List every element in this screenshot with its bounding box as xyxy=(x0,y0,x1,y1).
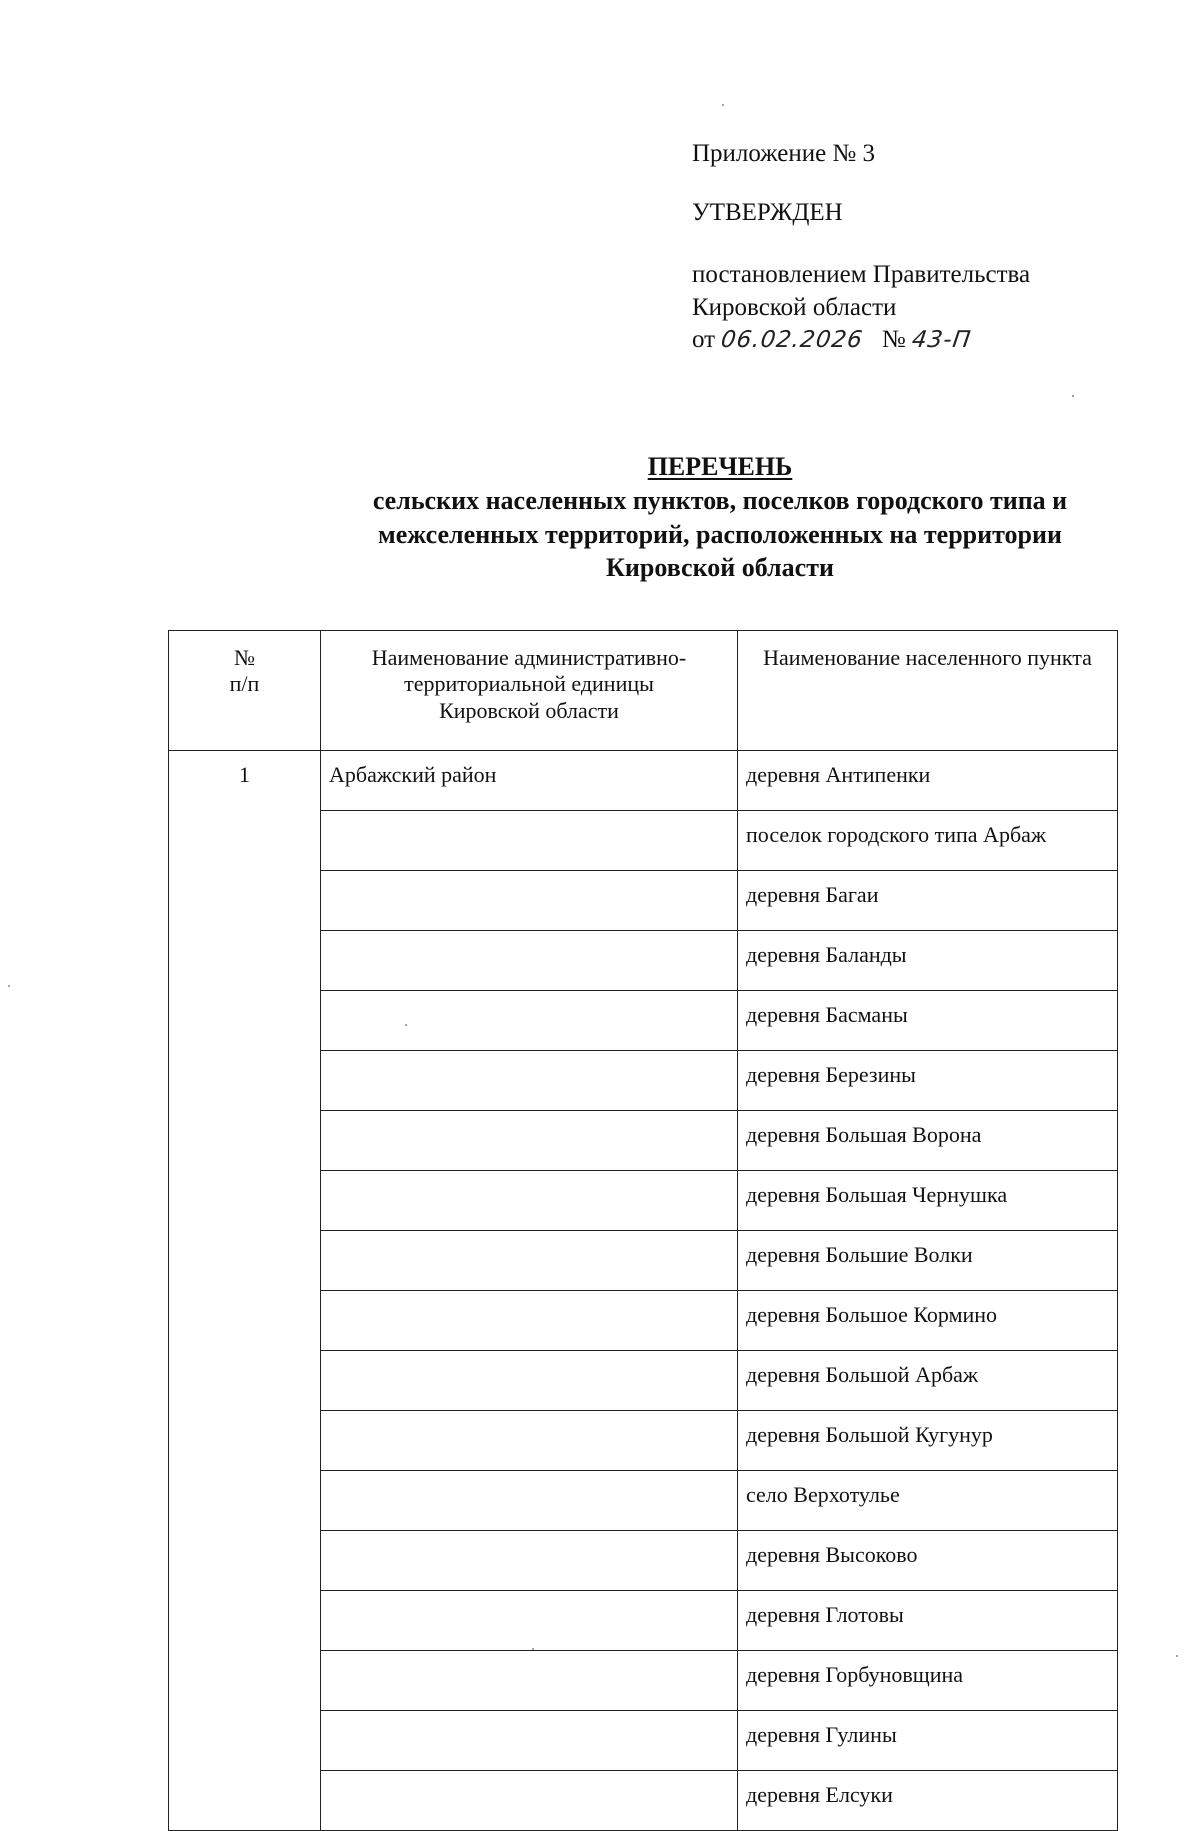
scan-speck xyxy=(405,1024,407,1026)
admin-unit-cell xyxy=(321,1771,738,1831)
header-number-line-1: № xyxy=(234,645,255,670)
scan-speck xyxy=(1072,395,1074,397)
date-prefix: от xyxy=(692,326,716,353)
admin-unit-cell xyxy=(321,1591,738,1651)
admin-unit-cell xyxy=(321,1711,738,1771)
admin-unit-cell xyxy=(321,1471,738,1531)
admin-unit-cell xyxy=(321,811,738,871)
settlement-cell: деревня Горбуновщина xyxy=(738,1651,1118,1711)
handwritten-number: 43-П xyxy=(910,327,973,353)
title-line-2: межселенных территорий, расположенных на территории xyxy=(378,519,1062,549)
admin-unit-cell xyxy=(321,1651,738,1711)
table-header-row xyxy=(169,631,1118,751)
scan-speck xyxy=(722,104,724,106)
table-body xyxy=(169,751,1118,1831)
scan-speck xyxy=(8,985,10,987)
title-main: ПЕРЕЧЕНЬ xyxy=(647,452,793,481)
table-row xyxy=(169,751,1118,811)
header-unit-line-1: Наименование административно- xyxy=(371,645,687,670)
admin-unit-cell xyxy=(321,1291,738,1351)
admin-unit-cell xyxy=(321,931,738,991)
header-unit-line-3: Кировской области xyxy=(439,697,619,723)
document-title xyxy=(250,450,1190,585)
settlement-cell: деревня Елсуки xyxy=(738,1771,1118,1831)
settlement-cell: деревня Глотовы xyxy=(738,1591,1118,1651)
scan-speck xyxy=(1176,1655,1178,1657)
title-line-1: сельских населенных пунктов, поселков городского типа и xyxy=(372,485,1068,515)
settlement-cell: деревня Большой Кугунур xyxy=(738,1411,1118,1471)
row-number: 1 xyxy=(169,751,321,1831)
header-unit-line-2: территориальной единицы xyxy=(404,671,654,697)
settlement-cell: деревня Багаи xyxy=(738,871,1118,931)
admin-unit-cell xyxy=(321,991,738,1051)
settlement-cell: село Верхотулье xyxy=(738,1471,1118,1531)
admin-unit-cell xyxy=(321,1411,738,1471)
admin-unit-cell xyxy=(321,1171,738,1231)
approval-date-line xyxy=(692,324,1132,357)
header-number xyxy=(169,631,321,751)
admin-unit-cell xyxy=(321,1111,738,1171)
settlement-cell: деревня Басманы xyxy=(738,991,1118,1051)
settlement-cell: деревня Большое Кормино xyxy=(738,1291,1118,1351)
settlements-table xyxy=(168,630,1118,1831)
settlement-cell: деревня Гулины xyxy=(738,1711,1118,1771)
handwritten-date: 06.02.2026 xyxy=(719,327,866,353)
admin-unit-cell: Арбажский район xyxy=(321,751,738,811)
approval-line-1: постановлением Правительства xyxy=(692,261,1031,288)
approval-block xyxy=(692,138,1132,357)
header-settlement: Наименование населенного пункта xyxy=(738,631,1118,751)
admin-unit-cell xyxy=(321,1531,738,1591)
header-number-line-2: п/п xyxy=(229,671,260,697)
admin-unit-cell xyxy=(321,1351,738,1411)
scan-speck xyxy=(532,1648,534,1650)
appendix-label: Приложение № 3 xyxy=(692,140,876,167)
settlement-cell: деревня Большая Чернушка xyxy=(738,1171,1118,1231)
header-admin-unit xyxy=(321,631,738,751)
settlement-cell: деревня Большая Ворона xyxy=(738,1111,1118,1171)
settlement-cell: деревня Антипенки xyxy=(738,751,1118,811)
settlement-cell: деревня Баланды xyxy=(738,931,1118,991)
approved-label: УТВЕРЖДЕН xyxy=(692,198,843,226)
number-prefix: № xyxy=(881,326,906,353)
settlement-cell: деревня Большие Волки xyxy=(738,1231,1118,1291)
settlement-cell: деревня Высоково xyxy=(738,1531,1118,1591)
approval-line-2: Кировской области xyxy=(692,293,897,321)
title-line-3: Кировской области xyxy=(606,553,834,583)
admin-unit-cell xyxy=(321,1231,738,1291)
settlement-cell: деревня Березины xyxy=(738,1051,1118,1111)
admin-unit-cell xyxy=(321,1051,738,1111)
settlement-cell: деревня Большой Арбаж xyxy=(738,1351,1118,1411)
settlement-cell: поселок городского типа Арбаж xyxy=(738,811,1118,871)
admin-unit-cell xyxy=(321,871,738,931)
